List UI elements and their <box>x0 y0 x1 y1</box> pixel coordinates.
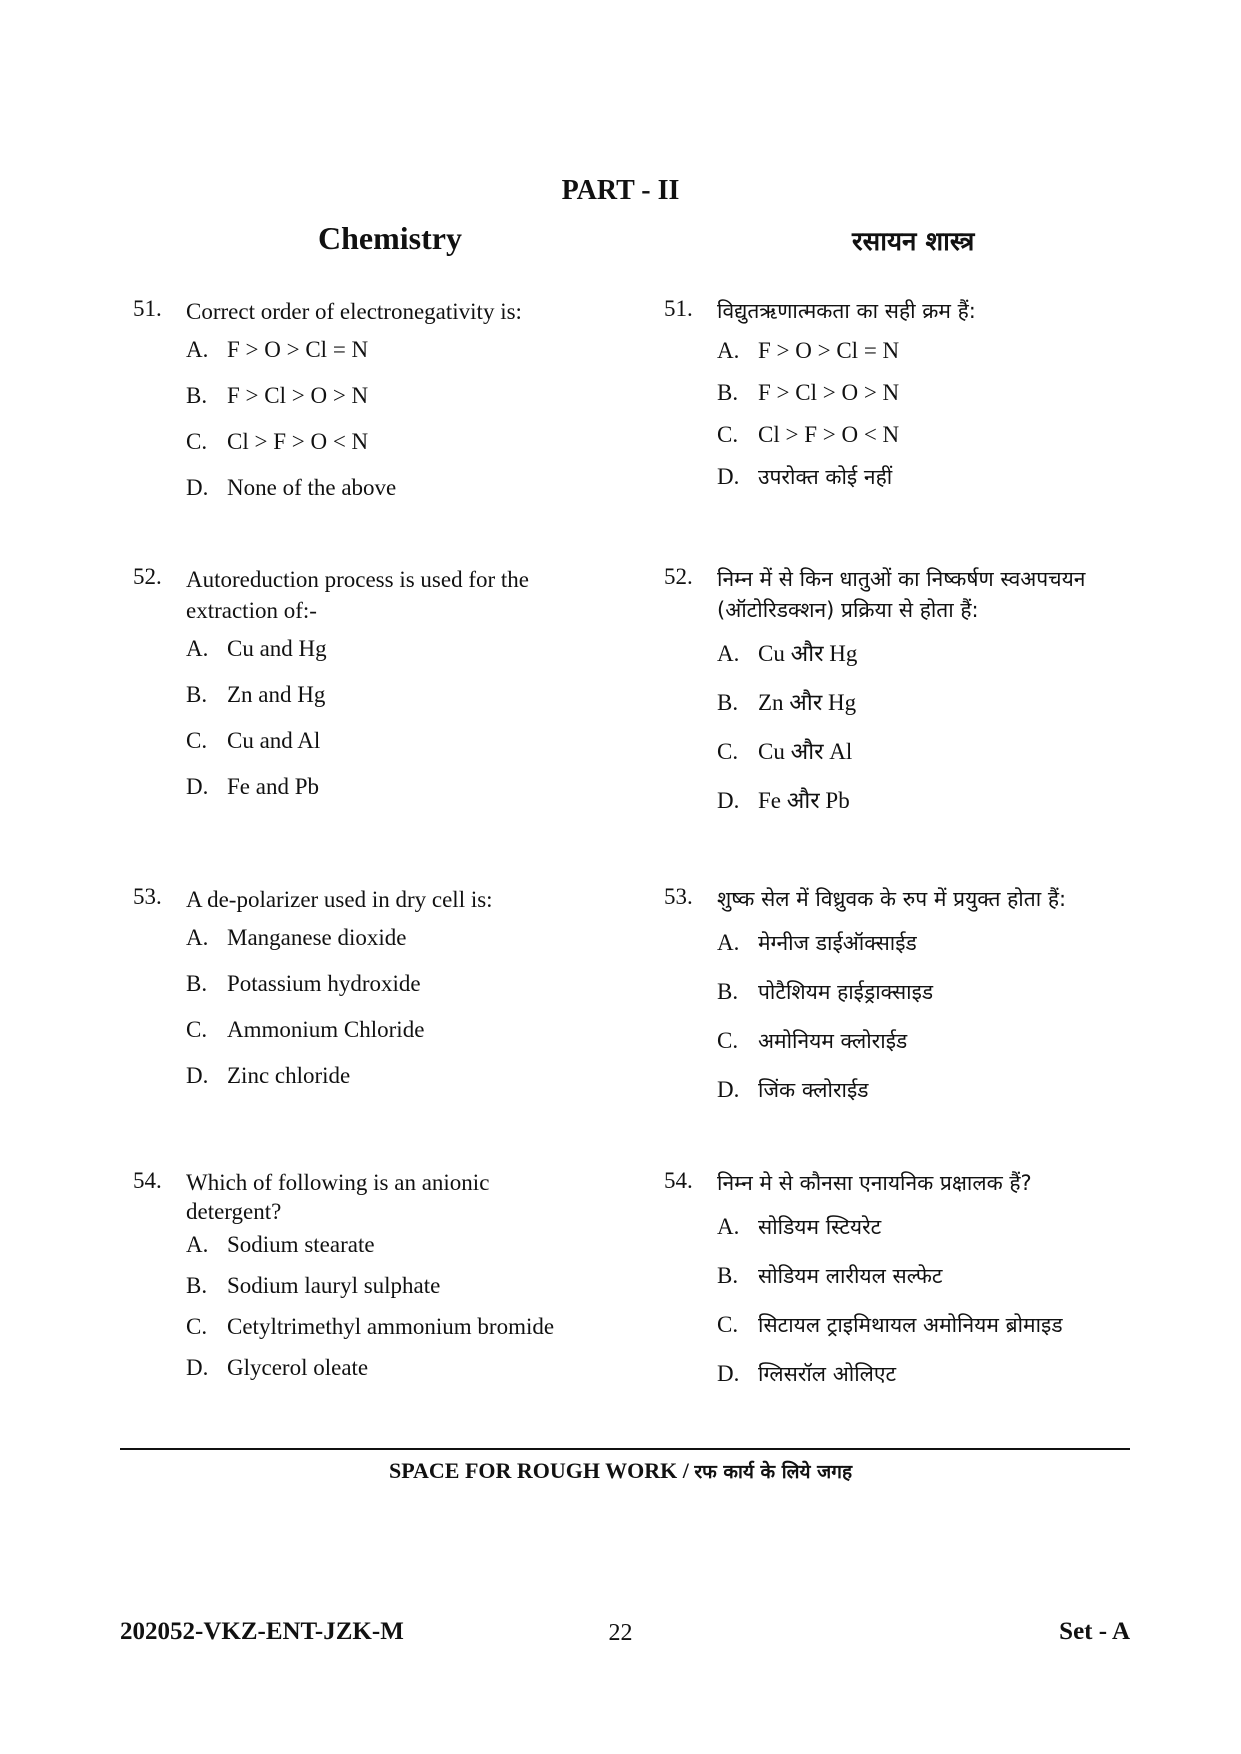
option-b: B. F > Cl > O > N <box>186 383 369 408</box>
option-a: A. Cu and Hg <box>186 636 327 661</box>
question-number: 54. <box>664 1168 693 1193</box>
question-54-hindi <box>664 1168 1134 1388</box>
option-c: C. Cetyltrimethyl ammonium bromide <box>186 1314 555 1339</box>
question-stem: निम्न में से किन धातुओं का निष्कर्षण स्वअपचयन (ऑटोरिडक्शन) प्रक्रिया से होता हैं: <box>717 567 1086 622</box>
question-53-hindi <box>664 884 1134 1104</box>
option-a: A. सोडियम स्टियरेट <box>717 1214 882 1239</box>
question-number: 53. <box>664 884 693 909</box>
option-a: A. Manganese dioxide <box>186 925 407 950</box>
divider-line <box>120 1448 1130 1450</box>
option-a: A. Sodium stearate <box>186 1232 375 1257</box>
option-a: A. मेग्नीज डाईऑक्साईड <box>717 930 917 955</box>
question-stem: Autoreduction process is used for the extraction of:- <box>186 567 530 623</box>
question-stem: विद्युतऋणात्मकता का सही क्रम हैं: <box>717 299 976 323</box>
option-b: B. पोटैशियम हाईड्राक्साइड <box>717 979 934 1004</box>
option-c: C. Cl > F > O < N <box>186 429 369 454</box>
option-d: D. Zinc chloride <box>186 1063 351 1088</box>
option-d: D. जिंक क्लोराईड <box>717 1077 869 1102</box>
paper-code: 202052-VKZ-ENT-JZK-M <box>120 1618 404 1645</box>
rough-work-hindi: रफ कार्य के लिये जगह <box>694 1461 853 1483</box>
option-c: C. अमोनियम क्लोराईड <box>717 1028 908 1053</box>
subject-title-english: Chemistry <box>318 220 462 256</box>
option-c: C. Cl > F > O < N <box>717 422 900 447</box>
option-d: D. Fe and Pb <box>186 774 319 799</box>
rough-work-label <box>0 1458 1241 1484</box>
option-b: B. F > Cl > O > N <box>717 380 900 405</box>
question-number: 51. <box>133 296 162 321</box>
question-number: 54. <box>133 1168 162 1193</box>
question-51-english <box>133 296 603 502</box>
question-stem: A de-polarizer used in dry cell is: <box>186 887 493 912</box>
question-number: 52. <box>133 564 162 589</box>
question-52-english <box>133 564 603 801</box>
set-label: Set - A <box>1059 1618 1130 1645</box>
option-c: C. Ammonium Chloride <box>186 1017 425 1042</box>
question-stem: निम्न मे से कौनसा एनायनिक प्रक्षालक हैं? <box>717 1171 1032 1195</box>
option-a: A. F > O > Cl = N <box>717 338 900 363</box>
rough-work-english: SPACE FOR ROUGH WORK / <box>388 1458 689 1483</box>
option-b: B. Sodium lauryl sulphate <box>186 1273 441 1298</box>
option-d: D. None of the above <box>186 475 397 500</box>
option-d: D. Glycerol oleate <box>186 1355 369 1380</box>
question-number: 53. <box>133 884 162 909</box>
question-51-hindi <box>664 296 1134 491</box>
question-stem: शुष्क सेल में विध्रुवक के रुप में प्रयुक्त होता हैं: <box>717 887 1067 911</box>
question-number: 52. <box>664 564 693 589</box>
option-b: B. Zn और Hg <box>717 690 857 715</box>
option-c: C. सिटायल ट्राइमिथायल अमोनियम ब्रोमाइड <box>717 1312 1063 1337</box>
page-number: 22 <box>608 1620 633 1646</box>
part-title: PART - II <box>561 175 680 206</box>
question-stem: Correct order of electronegativity is: <box>186 299 522 324</box>
option-b: B. Zn and Hg <box>186 682 326 707</box>
option-c: C. Cu और Al <box>717 739 853 764</box>
option-d: D. ग्लिसरॉल ओलिएट <box>717 1361 897 1386</box>
question-54-english <box>133 1168 603 1382</box>
option-a: A. F > O > Cl = N <box>186 337 369 362</box>
option-d: D. उपरोक्त कोई नहीं <box>717 464 893 489</box>
question-stem: Which of following is an anionic detergent? <box>186 1170 490 1224</box>
option-b: B. सोडियम लारीयल सल्फेट <box>717 1263 943 1288</box>
option-d: D. Fe और Pb <box>717 788 850 813</box>
option-c: C. Cu and Al <box>186 728 321 753</box>
option-b: B. Potassium hydroxide <box>186 971 421 996</box>
question-number: 51. <box>664 296 693 321</box>
subject-title-hindi: रसायन शास्त्र <box>852 227 975 257</box>
option-a: A. Cu और Hg <box>717 641 858 666</box>
question-53-english <box>133 884 603 1090</box>
question-52-hindi <box>664 564 1134 815</box>
